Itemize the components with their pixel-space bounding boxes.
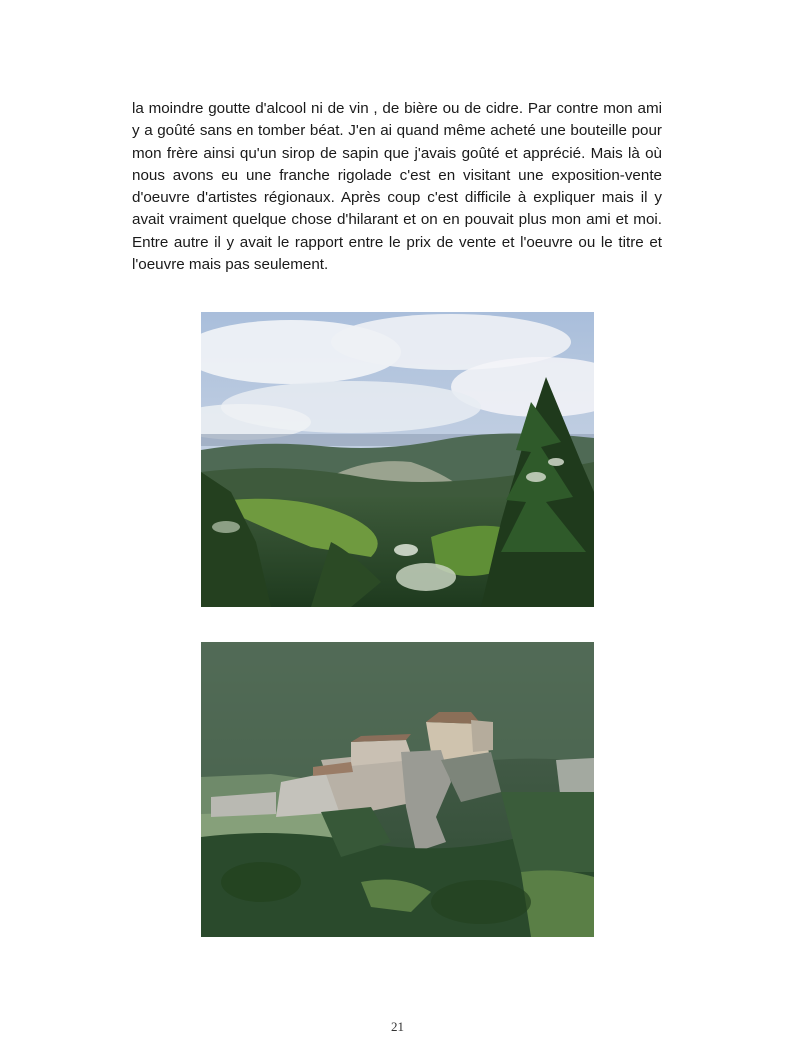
- castle-photo: [201, 642, 594, 937]
- body-text: [132, 98, 662, 276]
- paragraph: la moindre goutte d'alcool ni de vin , de bière ou de cidre. Par contre mon ami y a goûté sans en tomber béat. J'en ai quand même acheté une bouteille pour mon frère ainsi qu'un sirop de sapin que j'avais goûté et apprécié. Mais là où nous avons eu une franche rigolade c'est en visitant une exposition-vente d'oeuvre d'artistes régionaux. Après coup c'est difficile à expliquer mais il y avait vraiment quelque chose d'hilarant et on en pouvait plus mon ami et moi. Entre autre il y avait le rapport entre le prix de vente et l'oeuvre ou le titre et l'oeuvre mais pas seulement.: [132, 100, 662, 274]
- landscape-photo: [201, 312, 594, 607]
- page-number: 21: [391, 1019, 404, 1034]
